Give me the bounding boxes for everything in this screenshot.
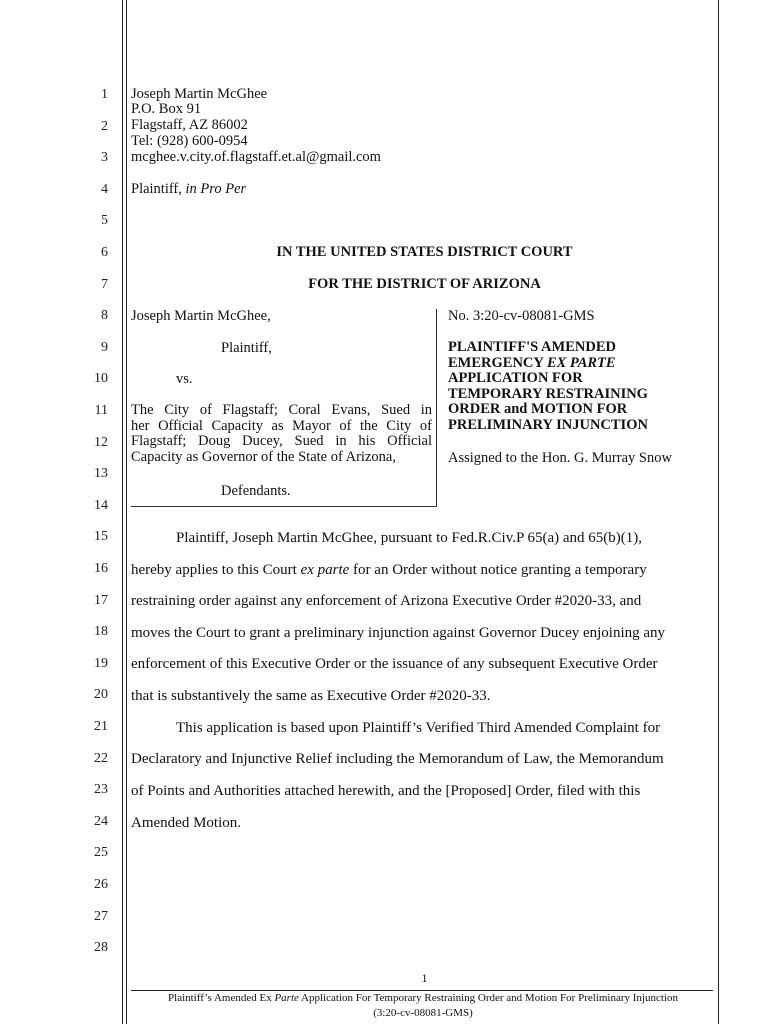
line-number: 16 [94,561,108,576]
pro-per-text: in Pro Per [185,181,247,197]
footer-title-pre: Plaintiff’s Amended Ex [168,992,275,1004]
footer-case-number: (3:20-cv-08081-GMS) [373,1007,473,1019]
line-number: 27 [94,908,108,924]
p1-line3: restraining order against any enforcement of Arizona Executive Order #2020-33, and [131,593,642,609]
document-title-line5: ORDER and MOTION FOR [448,401,628,417]
defendants-word: The [131,402,154,418]
defendants-word: Evans, [331,402,371,418]
footer-title-post: Application For Temporary Restraining Order and Motion For Preliminary Injunction [298,992,678,1004]
line-number: 20 [94,687,108,703]
case-number: No. 3:20-cv-08081-GMS [448,308,595,324]
defendants-word: in [335,433,347,449]
line-number: 7 [101,276,108,292]
caption-divider-vertical [436,309,437,506]
document-title-line3: APPLICATION FOR [448,370,583,386]
defendants-word: Sued [294,433,324,449]
line-number: 8 [101,308,108,324]
line-number: 5 [101,213,108,229]
document-title-line2 [448,356,648,372]
line-number: 2 [101,118,108,134]
line-number: 17 [94,592,108,608]
document-title-line2-text: EMERGENCY [448,354,547,371]
defendants-word: Official [387,433,432,449]
caption-plaintiff-name: Joseph Martin McGhee, [131,308,271,324]
line-number: 24 [94,813,108,829]
line-number: 10 [94,371,108,387]
line-number: 12 [94,434,108,450]
defendants-word: Coral [288,402,321,418]
line-number: 21 [94,719,108,734]
footer-parte: Parte [274,992,299,1004]
defendants-line-4: Capacity as Governor of the State of Arizona, [131,448,396,465]
defendants-word: of [199,402,212,418]
defendants-word: of [419,417,432,434]
line-number: 15 [94,529,108,545]
line-number: 4 [101,181,108,197]
line-number: 22 [94,750,108,766]
line-number: 25 [94,845,108,861]
left-margin-rule-inner [126,0,127,1024]
p1-line2-post: for an Order without notice granting a temporary [349,562,647,578]
caption-plaintiff-role: Plaintiff, [221,340,272,356]
defendants-word: of [339,417,352,434]
line-number: 3 [101,150,108,166]
court-title-line2: FOR THE DISTRICT OF ARIZONA [308,276,541,292]
document-title-line1: PLAINTIFF'S AMENDED [448,339,616,355]
defendants-word: Doug [198,433,231,449]
header-phone: Tel: (928) 600-0954 [131,133,248,149]
defendants-word: the [360,417,378,434]
defendants-word: Ducey, [242,433,283,449]
line-number: 18 [94,624,108,640]
p1-line4: moves the Court to grant a preliminary injunction against Governor Ducey enjoining any [131,625,666,641]
line-number: 9 [101,339,108,355]
caption-defendants-role: Defendants. [221,483,291,499]
defendants-word: City [164,402,190,418]
p1-line2 [131,563,647,579]
line-number: 11 [94,403,108,418]
ex-parte-text: EX PARTE [546,354,616,371]
right-margin-rule [718,0,719,1024]
page-number: 1 [421,971,428,985]
document-title-line6: PRELIMINARY INJUNCTION [448,416,648,433]
p1-line5: enforcement of this Executive Order or the issuance of any subsequent Executive Order [131,656,658,672]
left-margin-rule-outer [122,0,123,1024]
header-address2: Flagstaff, AZ 86002 [131,117,248,133]
defendants-word: as [271,417,284,434]
defendants-word: in [420,402,432,418]
p2-line2: Declaratory and Injunctive Relief including the Memorandum of Law, the Memorandum [131,751,664,767]
header-address1: P.O. Box 91 [131,101,202,117]
document-title-line4: TEMPORARY RESTRAINING [448,385,648,402]
caption-divider-horizontal [131,506,437,507]
p1-line1: Plaintiff, Joseph Martin McGhee, pursuant to Fed.R.Civ.P 65(a) and 65(b)(1), [176,530,643,546]
footer-title [128,992,718,1005]
defendants-word: Official [158,417,203,434]
line-number: 28 [94,940,108,956]
assigned-judge: Assigned to the Hon. G. Murray Snow [448,450,672,466]
defendants-line-1 [131,403,432,419]
p1-line6: that is substantively the same as Executive Order #2020-33. [131,688,491,704]
line-number: 14 [94,497,108,513]
defendants-word: Sued [381,402,411,418]
line-number: 6 [101,245,108,260]
p1-ex-parte: ex parte [300,562,350,578]
line-number: 13 [94,466,108,482]
court-title-line1: IN THE UNITED STATES DISTRICT COURT [276,244,573,260]
defendants-word: City [386,417,412,434]
defendants-line-3 [131,434,432,450]
p2-line1: This application is based upon Plaintiff’s Verified Third Amended Complaint for [176,720,661,736]
plaintiff-label: Plaintiff, [131,181,186,197]
defendants-line-2 [131,419,432,435]
p2-line4: Amended Motion. [131,815,241,831]
defendants-word: his [358,433,376,449]
defendants-word: her [131,417,150,434]
line-number: 26 [94,877,108,892]
line-number: 23 [94,782,108,798]
line-number: 19 [94,655,108,671]
defendants-word: Flagstaff; [222,402,278,418]
defendants-word: Flagstaff; [131,433,187,449]
header-email: mcghee.v.city.of.flagstaff.et.al@gmail.com [131,149,381,165]
caption-defendants [131,403,432,465]
p2-line3: of Points and Authorities attached herewith, and the [Proposed] Order, filed with this [131,783,641,799]
header-name: Joseph Martin McGhee [131,86,268,102]
plaintiff-status [131,182,246,198]
defendants-word: Mayor [292,417,331,434]
footer-rule [131,990,713,991]
p1-line2-pre: hereby applies to this Court [131,562,301,578]
document-title [448,340,648,433]
line-number: 1 [101,87,108,102]
defendants-word: Capacity [211,417,263,434]
caption-vs: vs. [176,371,193,387]
